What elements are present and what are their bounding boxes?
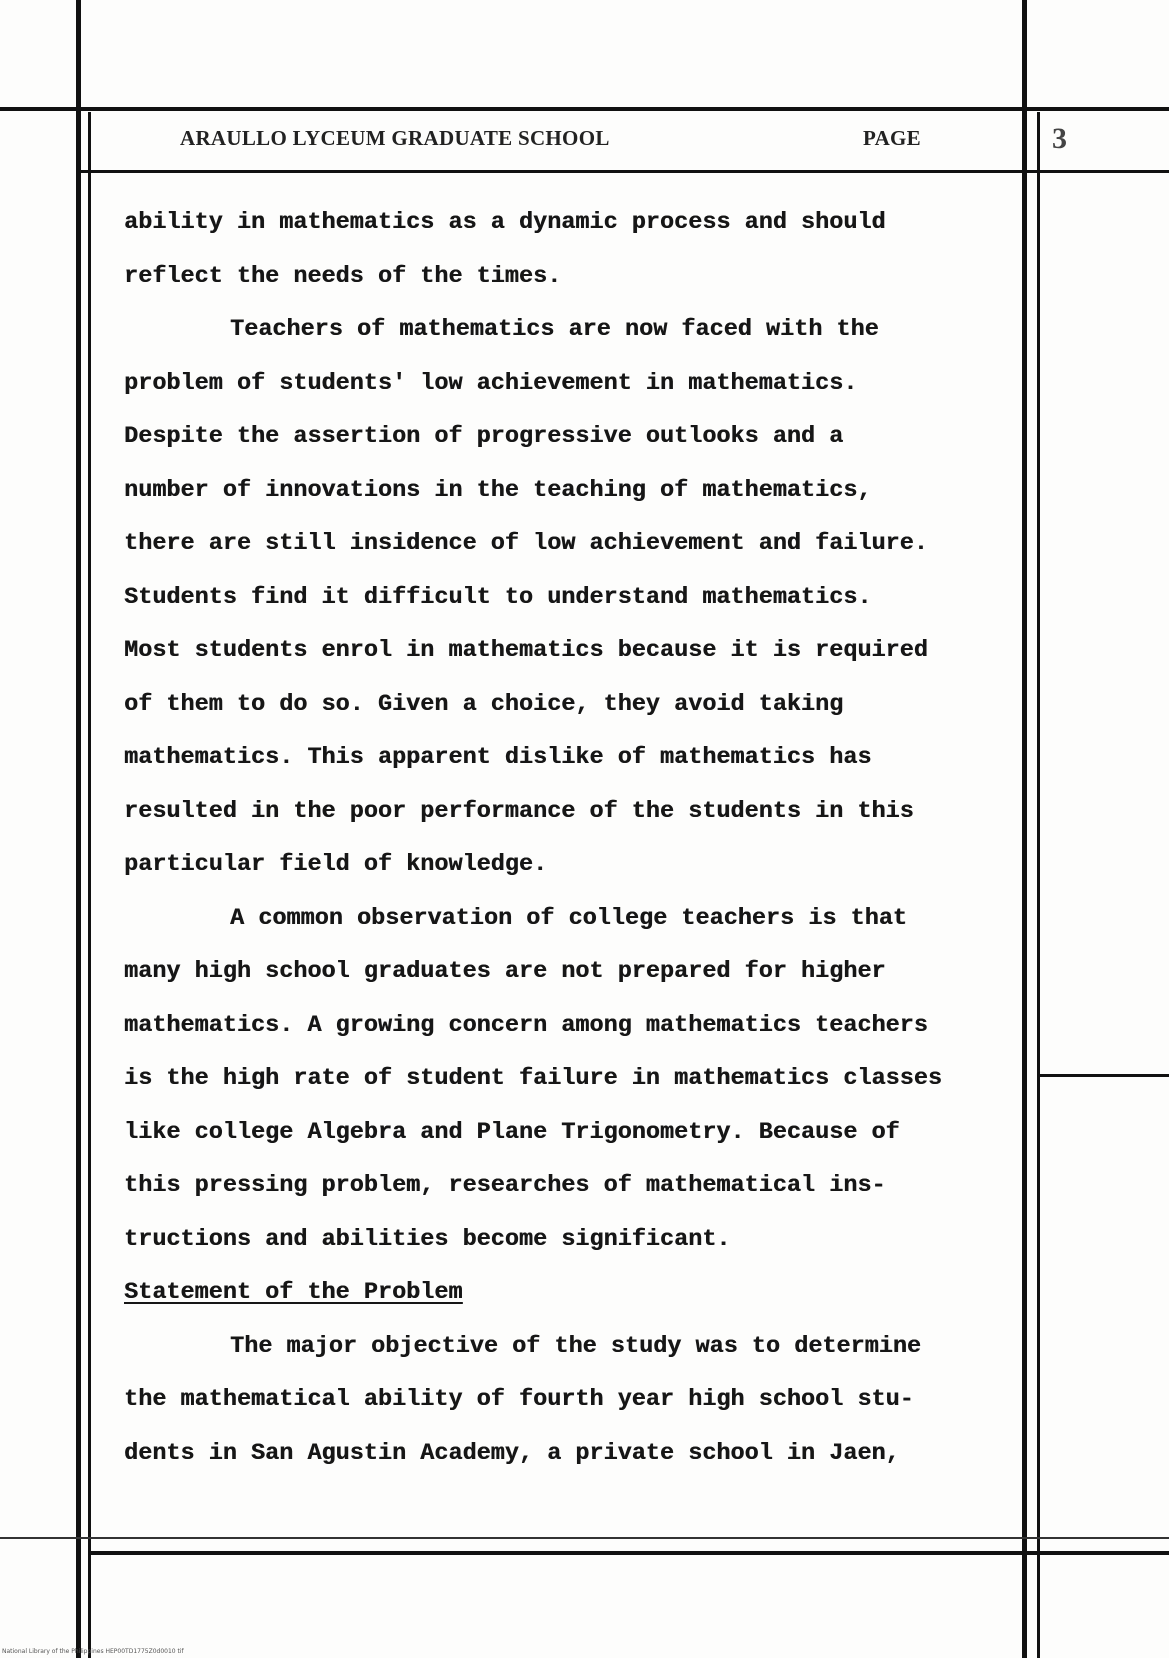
text-line: mathematics. This apparent dislike of mathematics has <box>124 744 872 771</box>
page-header <box>180 126 920 158</box>
text-line: mathematics. A growing concern among mathematics teachers <box>124 1011 928 1039</box>
frame-left-outer-line <box>76 0 81 1658</box>
text-line: particular field of knowledge. <box>124 851 548 878</box>
frame-bottom-thin-line <box>0 1537 1169 1539</box>
text-line: Students find it difficult to understand mathematics. <box>124 583 872 611</box>
school-name: ARAULLO LYCEUM GRADUATE SCHOOL <box>180 126 610 150</box>
text-line: reflect the needs of the times. <box>124 262 562 290</box>
paragraph-start-line: A common observation of college teachers is that <box>230 904 907 932</box>
text-line: of them to do so. Given a choice, they avoid taking <box>124 690 844 718</box>
frame-right-outer-line <box>1037 112 1040 1658</box>
text-line: tructions and abilities become significant. <box>124 1225 731 1253</box>
text-line: like college Algebra and Plane Trigonometry. Because of <box>124 1118 900 1146</box>
section-heading: Statement of the Problem <box>124 1279 463 1306</box>
text-line: Despite the assertion of progressive outlooks and a <box>124 423 844 450</box>
archive-stamp: National Library of the Philippines HEP00TD1775Z0d0010 tif <box>2 1648 184 1655</box>
text-line: ability in mathematics as a dynamic process and should <box>124 209 886 236</box>
text-line: there are still insidence of low achievement and failure. <box>124 530 928 557</box>
body-text <box>124 196 1034 1480</box>
right-margin-line <box>1037 1074 1169 1077</box>
header-bottom-line <box>80 170 1169 173</box>
text-line: the mathematical ability of fourth year high school stu- <box>124 1386 914 1413</box>
text-line: this pressing problem, researches of mathematical ins- <box>124 1172 886 1199</box>
text-line: resulted in the poor performance of the students in this <box>124 797 914 825</box>
page-label: PAGE <box>863 126 921 150</box>
text-line: Most students enrol in mathematics because it is required <box>124 637 928 664</box>
text-line: is the high rate of student failure in mathematics classes <box>124 1065 942 1092</box>
frame-left-inner-line <box>88 112 91 1658</box>
text-line: number of innovations in the teaching of mathematics, <box>124 476 872 504</box>
page-number: 3 <box>1052 122 1067 155</box>
text-line: problem of students' low achievement in mathematics. <box>124 369 858 397</box>
paragraph-start-line: Teachers of mathematics are now faced with the <box>230 316 879 343</box>
frame-top-line <box>0 107 1169 111</box>
frame-bottom-line <box>88 1551 1169 1555</box>
paragraph-start-line: The major objective of the study was to determine <box>230 1332 922 1360</box>
text-line: dents in San Agustin Academy, a private school in Jaen, <box>124 1439 900 1467</box>
text-line: many high school graduates are not prepared for higher <box>124 958 886 985</box>
